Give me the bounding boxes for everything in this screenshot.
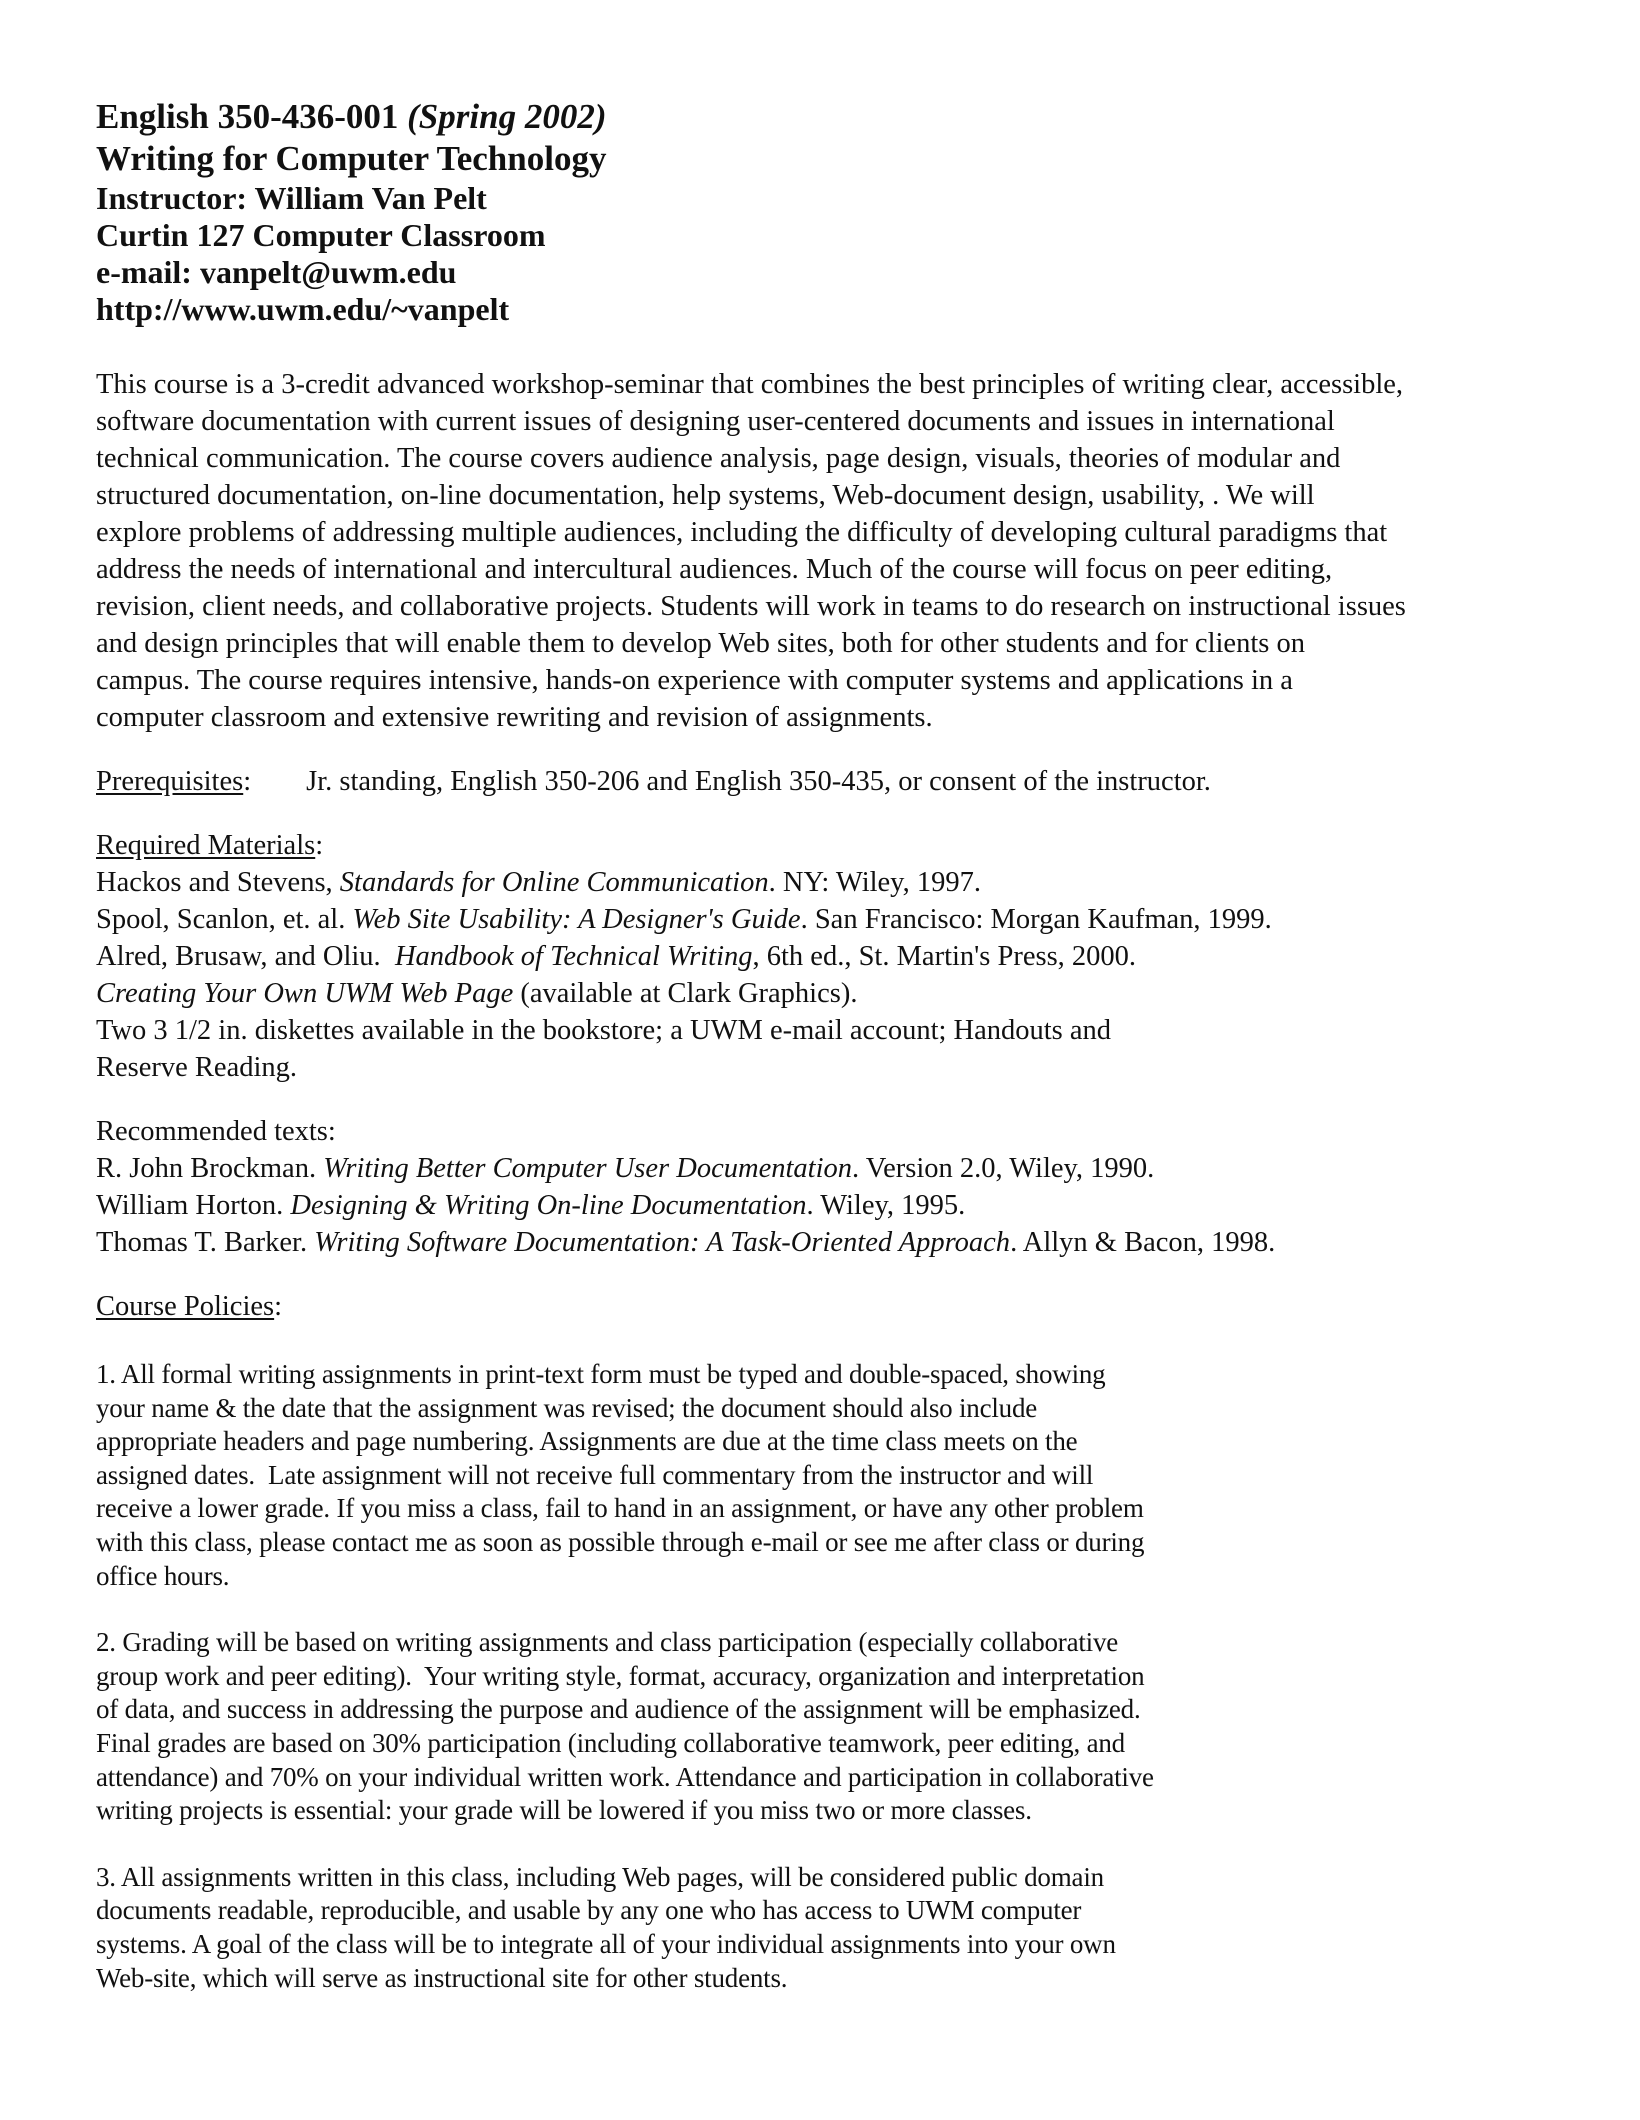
prerequisites-text: Jr. standing, English 350-206 and English 350-435, or consent of the instructor. <box>306 766 1211 797</box>
description-line: computer classroom and extensive rewriting and revision of assignments. <box>96 702 933 733</box>
description-line: software documentation with current issues of designing user-centered documents and issues in international <box>96 406 1335 437</box>
required-item: Two 3 1/2 in. diskettes available in the bookstore; a UWM e-mail account; Handouts and <box>96 1015 1112 1046</box>
description-line: campus. The course requires intensive, hands-on experience with computer systems and applications in a <box>96 665 1293 696</box>
recommended-texts-section <box>96 1113 1586 1261</box>
instructor-name: Instructor: William Van Pelt <box>96 180 487 216</box>
policy-paragraph-3: 3. All assignments written in this class, including Web pages, will be considered public domain documents readable, reproducible, and usable by any one who has access to UWM computer systems. A goal of the class will be to integrate all of your individual assignments into your own Web-site, which will serve as instructional site for other students. <box>96 1861 1116 1993</box>
description-line: explore problems of addressing multiple audiences, including the difficulty of developing cultural paradigms that <box>96 517 1388 548</box>
required-item: Reserve Reading. <box>96 1052 298 1083</box>
instructor-url: http://www.uwm.edu/~vanpelt <box>96 291 510 327</box>
required-materials-section <box>96 827 1586 1086</box>
policy-paragraph-2: 2. Grading will be based on writing assignments and class participation (especially collaborative group work and peer editing). Your writing style, format, accuracy, organization and interpretation of data, and success in addressing the purpose and audience of the assignment will be emphasized. Final grades are based on 30% participation (including collaborative teamwork, peer editing, and attendance) and 70% on your individual written work. Attendance and participation in collaborative writing projects is essential: your grade will be lowered if you miss two or more classes. <box>96 1627 1154 1826</box>
book-title: Writing Better Computer User Documentation <box>323 1153 852 1184</box>
recommended-texts-label: Recommended texts: <box>96 1116 336 1147</box>
course-number: English 350-436-001 <box>96 97 399 136</box>
book-title: Handbook of Technical Writing <box>394 941 753 972</box>
course-description <box>96 366 1586 736</box>
course-header <box>96 96 1586 328</box>
book-title: Creating Your Own UWM Web Page <box>96 978 514 1009</box>
prerequisites-colon: : <box>243 766 252 797</box>
required-item: Hackos and Stevens, Standards for Online Communication. NY: Wiley, 1997. <box>96 867 981 898</box>
required-item: Alred, Brusaw, and Oliu. Handbook of Technical Writing, 6th ed., St. Martin's Press, 2000. <box>96 941 1137 972</box>
course-policies-section <box>96 1288 1586 1325</box>
recommended-item: William Horton. Designing & Writing On-line Documentation. Wiley, 1995. <box>96 1190 966 1221</box>
required-materials-colon: : <box>315 830 324 861</box>
policy-paragraph-1: 1. All formal writing assignments in print-text form must be typed and double-spaced, showing your name & the date that the assignment was revised; the document should also include appropriate headers and page numbering. Assignments are due at the time class meets on the assigned dates. Late assignment will not receive full commentary from the instructor and will receive a lower grade. If you miss a class, fail to hand in an assignment, or have any other problem with this class, please contact me as soon as possible through e-mail or see me after class or during office hours. <box>96 1359 1145 1591</box>
description-line: structured documentation, on-line documentation, help systems, Web-document design, usability, . We will <box>96 480 1315 511</box>
book-title: Standards for Online Communication <box>339 867 769 898</box>
description-line: address the needs of international and intercultural audiences. Much of the course will focus on peer editing, <box>96 554 1333 585</box>
course-policies-colon: : <box>274 1291 283 1322</box>
required-item: Spool, Scanlon, et. al. Web Site Usability: A Designer's Guide. San Francisco: Morgan Kaufman, 1999. <box>96 904 1272 935</box>
prerequisites-label: Prerequisites <box>96 766 244 797</box>
book-title: Web Site Usability: A Designer's Guide <box>352 904 801 935</box>
recommended-item: Thomas T. Barker. Writing Software Documentation: A Task-Oriented Approach. Allyn & Bacon, 1998. <box>96 1227 1276 1258</box>
description-line: This course is a 3-credit advanced workshop-seminar that combines the best principles of writing clear, accessible, <box>96 369 1404 400</box>
prerequisites-section <box>96 763 1586 800</box>
recommended-item: R. John Brockman. Writing Better Computer User Documentation. Version 2.0, Wiley, 1990. <box>96 1153 1155 1184</box>
course-title: Writing for Computer Technology <box>96 139 607 178</box>
description-line: technical communication. The course covers audience analysis, page design, visuals, theories of modular and <box>96 443 1341 474</box>
course-semester: (Spring 2002) <box>407 97 607 136</box>
syllabus-page <box>96 96 1586 1995</box>
book-title: Writing Software Documentation: A Task-Oriented Approach <box>314 1227 1011 1258</box>
required-materials-label: Required Materials <box>96 830 316 861</box>
instructor-email: e-mail: vanpelt@uwm.edu <box>96 254 457 290</box>
description-line: and design principles that will enable them to develop Web sites, both for other students and for clients on <box>96 628 1305 659</box>
course-number-line <box>96 96 1586 138</box>
description-line: revision, client needs, and collaborative projects. Students will work in teams to do research on instructional issues <box>96 591 1406 622</box>
book-title: Designing & Writing On-line Documentation <box>290 1190 807 1221</box>
course-policies-label: Course Policies <box>96 1291 275 1322</box>
classroom: Curtin 127 Computer Classroom <box>96 217 546 253</box>
required-item: Creating Your Own UWM Web Page (available at Clark Graphics). <box>96 978 858 1009</box>
